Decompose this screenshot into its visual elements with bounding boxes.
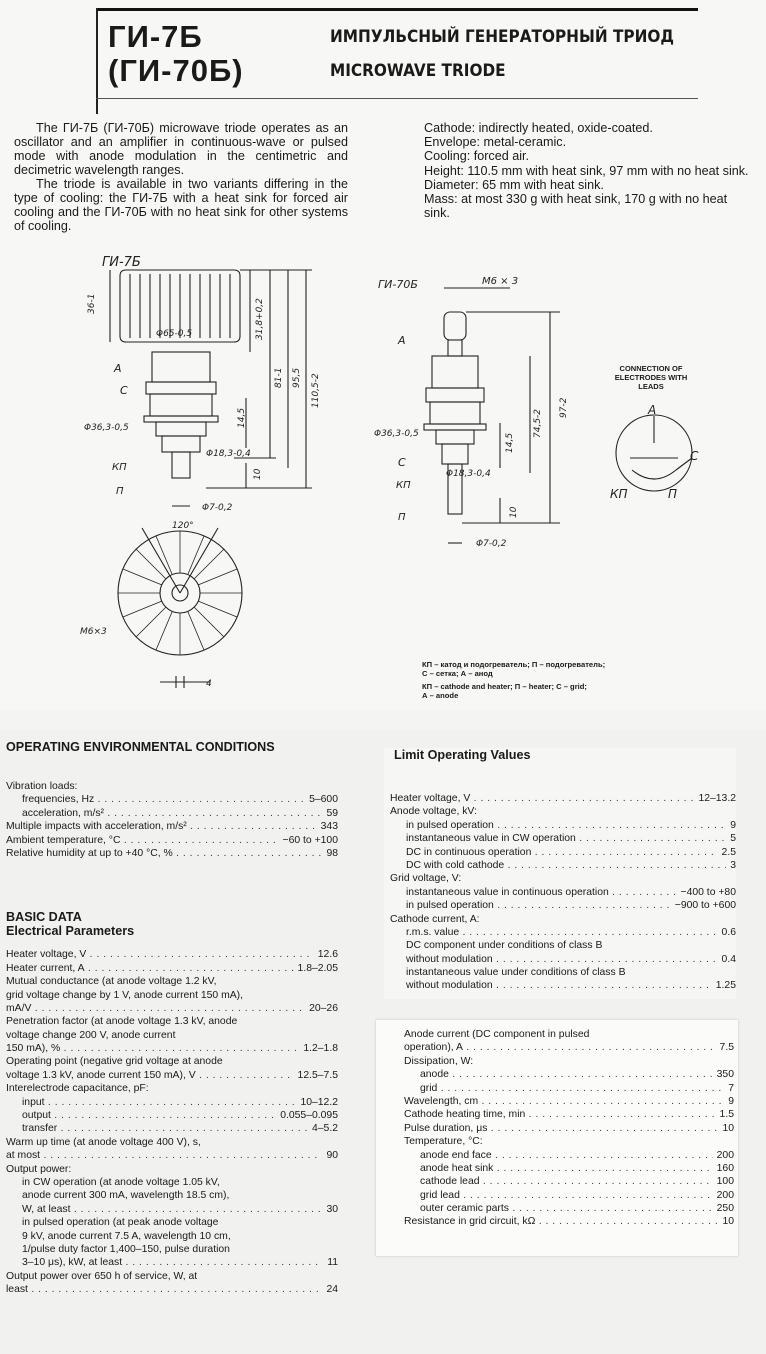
row-value: 7.5 — [716, 1041, 734, 1054]
row-label: Cathode current, A: — [390, 913, 480, 925]
lead-kp: КП — [112, 462, 127, 473]
limit-values-table-2 — [404, 1028, 734, 1229]
row-value: 12.6 — [314, 948, 338, 961]
row-label: output . . . — [22, 1109, 338, 1122]
table-row — [6, 1163, 338, 1176]
row-label: Heater voltage, V . . . — [390, 792, 736, 805]
table-row — [6, 1270, 338, 1283]
basic-data-title: BASIC DATA — [6, 910, 82, 925]
row-label: Multiple impacts with acceleration, m/s² . . . — [6, 820, 338, 833]
row-label: Penetration factor (at anode voltage 1.3 kV, anode — [6, 1016, 238, 1028]
table-row — [390, 926, 736, 939]
table-row — [390, 846, 736, 859]
conn-lead-a: A — [648, 403, 657, 417]
spec-item: Cathode: indirectly heated, oxide-coated. — [424, 121, 653, 135]
table-row — [6, 1122, 338, 1135]
row-value: 0.055–0.095 — [276, 1109, 338, 1122]
table-row — [6, 1029, 338, 1042]
row-label: Pulse duration, μs . . . — [404, 1122, 734, 1135]
table-row — [6, 1055, 338, 1068]
table-row — [404, 1162, 734, 1175]
row-value: 250 — [713, 1202, 734, 1215]
row-label: in pulsed operation (at peak anode voltage — [22, 1217, 219, 1229]
table-row — [6, 1176, 338, 1189]
spec-item: Diameter: 65 mm with heat sink. — [424, 177, 604, 192]
row-label: Warm up time (at anode voltage 400 V), s, — [6, 1136, 201, 1148]
row-label: DC in continuous operation . . . — [406, 846, 736, 859]
table-row — [6, 1042, 338, 1055]
table-row — [6, 820, 338, 833]
table-row — [390, 939, 736, 952]
table-row — [404, 1055, 734, 1068]
row-label: W, at least . . . — [22, 1203, 338, 1216]
row-value: 24 — [322, 1283, 338, 1296]
table-row — [6, 1015, 338, 1028]
row-label: least . . . — [6, 1283, 338, 1296]
row-label: Output power over 650 h of service, W, at — [6, 1270, 198, 1282]
table-row — [6, 1069, 338, 1082]
table-row — [390, 953, 736, 966]
row-value: 10 — [718, 1215, 734, 1228]
table-row — [390, 899, 736, 912]
row-value: 98 — [322, 847, 338, 860]
dim-phi18-3-b: Φ18,3-0,4 — [446, 469, 491, 479]
table-row — [404, 1122, 734, 1135]
table-row — [6, 780, 338, 793]
spec-item: Mass: at most 330 g with heat sink, 170 g with no heat sink. — [424, 192, 728, 221]
dim-95-5: 95,5 — [292, 367, 302, 388]
table-row — [404, 1202, 734, 1215]
dim-m6x3-b: M6 × 3 — [482, 276, 519, 287]
anode-cap-2 — [444, 312, 466, 340]
drawing-legend — [422, 660, 752, 700]
table-row — [6, 962, 338, 975]
row-label: in pulsed operation . . . — [406, 899, 736, 912]
row-label: acceleration, m/s² . . . — [22, 807, 338, 820]
row-label: Relative humidity at up to +40 °C, % . . . — [6, 847, 338, 860]
legend-en-line-1: КП – cathode and heater; П – heater; С – grid; — [422, 682, 587, 691]
table-row — [404, 1041, 734, 1054]
table-row — [390, 792, 736, 805]
row-label: Cathode heating time, min . . . — [404, 1108, 734, 1121]
row-label: 150 mA), % . . . — [6, 1042, 338, 1055]
dim-m6x3: M6×3 — [80, 627, 107, 637]
row-label: Wavelength, cm . . . — [404, 1095, 734, 1108]
legend-en-line-2: А – anode — [422, 691, 459, 700]
row-label: anode end face . . . — [420, 1149, 734, 1162]
row-label: without modulation . . . — [406, 953, 736, 966]
row-label: Temperature, °C: — [404, 1136, 483, 1148]
row-label: 9 kV, anode current 7.5 A, wavelength 10 cm, — [22, 1230, 231, 1242]
electrical-parameters-title: Electrical Parameters — [6, 924, 135, 939]
description-paragraph-1: The ГИ-7Б (ГИ-70Б) microwave triode operates as an oscillator and an amplifier in continuous-wave or pulsed mode with anode modulation in the centimetric and decimetric wavelength ranges. — [14, 121, 348, 177]
table-row — [404, 1149, 734, 1162]
row-label: voltage 1.3 kV, anode current 150 mA), V . . . — [6, 1069, 338, 1082]
row-label: DC component under conditions of class B — [406, 940, 603, 952]
lead-p-b: П — [398, 512, 406, 523]
table-row — [6, 1136, 338, 1149]
row-label: grid lead . . . — [420, 1189, 734, 1202]
spec-list — [424, 121, 754, 220]
row-value: 12.5–7.5 — [294, 1069, 338, 1082]
header-rule-top — [96, 8, 698, 11]
row-label: frequencies, Hz . . . — [22, 793, 338, 806]
row-label: input . . . — [22, 1096, 338, 1109]
table-row — [404, 1175, 734, 1188]
description-paragraph-2: The triode is available in two variants differing in the type of cooling: the ГИ-7Б with a heat sink for forced air cooling and the ГИ-70Б with no heat sink for other systems of cooling. — [14, 177, 348, 233]
row-label: anode heat sink . . . — [420, 1162, 734, 1175]
table-row — [6, 1189, 338, 1202]
row-value: 100 — [713, 1175, 734, 1188]
row-label: Output power: — [6, 1163, 72, 1175]
row-label: grid . . . — [420, 1082, 734, 1095]
row-value: 30 — [322, 1203, 338, 1216]
row-label: instantaneous value in CW operation . . . — [406, 832, 736, 845]
row-value: −400 to +80 — [677, 886, 736, 899]
dim-31-8: 31,8+0,2 — [255, 298, 265, 340]
row-label: grid voltage change by 1 V, anode current 150 mA), — [6, 989, 244, 1001]
dim-phi36-3: Φ36,3-0,5 — [84, 423, 129, 433]
row-label: Interelectrode capacitance, pF: — [6, 1083, 149, 1095]
table-row — [6, 834, 338, 847]
row-value: 1.2–1.8 — [299, 1042, 338, 1055]
table-row — [390, 819, 736, 832]
table-row — [404, 1095, 734, 1108]
dim-phi18-3: Φ18,3-0,4 — [206, 449, 251, 459]
table-row — [6, 1096, 338, 1109]
row-value: −60 to +100 — [279, 834, 338, 847]
environmental-title: OPERATING ENVIRONMENTAL CONDITIONS — [6, 740, 275, 754]
limits-title: Limit Operating Values — [394, 748, 531, 762]
row-label: Heater voltage, V . . . — [6, 948, 338, 961]
table-row — [6, 1230, 338, 1243]
spec-item: Envelope: metal-ceramic. — [424, 135, 567, 150]
row-value: 5–600 — [305, 793, 338, 806]
lead-c: C — [120, 384, 128, 397]
lead-p: П — [116, 486, 124, 497]
row-label: Anode voltage, kV: — [390, 806, 477, 818]
table-row — [404, 1135, 734, 1148]
row-label: without modulation . . . — [406, 979, 736, 992]
title-russian: ИМПУЛЬСНЫЙ ГЕНЕРАТОРНЫЙ ТРИОД — [330, 27, 675, 47]
row-value: 9 — [724, 1095, 734, 1108]
row-label: transfer . . . — [22, 1122, 338, 1135]
dim-phi7: Φ7-0,2 — [202, 503, 233, 513]
table-row — [6, 1149, 338, 1162]
row-label: Mutual conductance (at anode voltage 1.2 kV, — [6, 976, 217, 988]
row-value: 10–12.2 — [296, 1096, 338, 1109]
row-label: Vibration loads: — [6, 781, 78, 792]
table-row — [390, 886, 736, 899]
dim-10-b: 10 — [509, 506, 519, 518]
table-row — [6, 989, 338, 1002]
dim-97: 97-2 — [559, 397, 569, 418]
table-row — [6, 1203, 338, 1216]
table-row — [6, 1243, 338, 1256]
table-row — [6, 1002, 338, 1015]
table-row — [6, 1082, 338, 1095]
table-row — [404, 1028, 734, 1041]
lead-c-b: C — [398, 456, 406, 469]
table-row — [6, 975, 338, 988]
table-row — [6, 1109, 338, 1122]
dim-4: 4 — [206, 679, 212, 689]
model-line-2: (ГИ-70Б) — [108, 53, 244, 88]
dim-14-5: 14,5 — [237, 407, 247, 428]
dim-14-5-b: 14,5 — [505, 432, 515, 453]
row-label: Resistance in grid circuit, kΩ . . . — [404, 1215, 734, 1228]
row-label: 1/pulse duty factor 1,400–150, pulse duration — [22, 1243, 230, 1255]
title-english: MICROWAVE TRIODE — [330, 61, 506, 81]
conn-lead-kp: КП — [610, 487, 628, 501]
row-label: Heater current, A . . . — [6, 962, 338, 975]
row-value: 20–26 — [305, 1002, 338, 1015]
row-value: 9 — [726, 819, 736, 832]
table-row — [390, 859, 736, 872]
row-label: Operating point (negative grid voltage at anode — [6, 1056, 223, 1068]
legend-ru-line-1: КП – катод и подогреватель; П – подогреватель; — [422, 660, 606, 669]
row-value: 0.4 — [718, 953, 736, 966]
electrical-parameters-table — [6, 948, 338, 1296]
lead-a: A — [114, 362, 122, 375]
row-value: 350 — [713, 1068, 734, 1081]
row-label: operation), A . . . — [404, 1041, 734, 1054]
row-label: voltage change 200 V, anode current — [6, 1029, 176, 1041]
row-value: 343 — [317, 820, 338, 833]
row-label: in pulsed operation . . . — [406, 819, 736, 832]
row-label: DC with cold cathode . . . — [406, 859, 736, 872]
table-row — [390, 966, 736, 979]
table-row — [390, 872, 736, 885]
connection-caption: CONNECTION OF ELECTRODES WITH LEADS — [614, 364, 688, 391]
model-line-1: ГИ-7Б — [108, 19, 203, 54]
row-value: 90 — [322, 1149, 338, 1162]
row-value: 0.6 — [718, 926, 736, 939]
limit-values-table — [390, 792, 736, 993]
table-row — [390, 832, 736, 845]
row-label: instantaneous value under conditions of class B — [406, 967, 626, 979]
dim-phi7-b: Φ7-0,2 — [476, 539, 507, 549]
limit-values-panel-2 — [376, 1020, 738, 1256]
table-row — [404, 1108, 734, 1121]
lead-kp-b: КП — [396, 480, 411, 491]
row-label: anode . . . — [420, 1068, 734, 1081]
row-value: 1.5 — [716, 1108, 734, 1121]
label-gi70b: ГИ-70Б — [378, 278, 418, 291]
table-row — [6, 1256, 338, 1269]
row-label: instantaneous value in continuous operation . . . — [406, 886, 736, 899]
header-rule-bottom — [96, 98, 698, 99]
conn-lead-c: C — [690, 449, 699, 463]
row-label: in CW operation (at anode voltage 1.05 kV, — [22, 1176, 220, 1188]
table-row — [6, 948, 338, 961]
row-label: Grid voltage, V: — [390, 873, 462, 885]
row-label: Ambient temperature, °C . . . — [6, 834, 338, 847]
dim-110-5: 110,5-2 — [311, 373, 321, 408]
dim-10: 10 — [253, 468, 263, 480]
table-row — [6, 1216, 338, 1229]
row-value: 2.5 — [718, 846, 736, 859]
row-label: anode current 300 mA, wavelength 18.5 cm), — [22, 1190, 230, 1202]
row-value: 10 — [718, 1122, 734, 1135]
row-label: 3–10 μs), kW, at least . . . — [22, 1256, 338, 1269]
table-row — [404, 1215, 734, 1228]
table-row — [6, 847, 338, 860]
limit-values-panel — [384, 748, 736, 999]
model-designation — [108, 20, 244, 88]
row-value: 1.25 — [712, 979, 736, 992]
left-column — [6, 740, 338, 1297]
table-row — [404, 1068, 734, 1081]
row-label: Dissipation, W: — [404, 1055, 474, 1067]
row-label: at most . . . — [6, 1149, 338, 1162]
tube-drawing — [80, 248, 740, 708]
dim-36: 36-1 — [87, 293, 97, 314]
table-row — [404, 1082, 734, 1095]
environmental-table — [6, 780, 338, 860]
anode-body-1 — [152, 352, 210, 382]
dim-74-5: 74,5-2 — [533, 408, 543, 438]
row-value: 1.8–2.05 — [294, 962, 338, 975]
heater-pin-1 — [172, 452, 190, 478]
table-row — [6, 807, 338, 820]
spec-item: Height: 110.5 mm with heat sink, 97 mm with no heat sink. — [424, 163, 749, 178]
row-value: 5 — [726, 832, 736, 845]
table-row — [390, 979, 736, 992]
table-row — [390, 913, 736, 926]
spec-item: Cooling: forced air. — [424, 149, 530, 164]
row-value: 200 — [713, 1149, 734, 1162]
label-gi7b: ГИ-7Б — [102, 255, 141, 270]
table-row — [390, 805, 736, 818]
dim-81: 81-1 — [274, 367, 284, 388]
row-value: −900 to +600 — [671, 899, 736, 912]
row-value: 7 — [724, 1082, 734, 1095]
row-label: mA/V . . . — [6, 1002, 338, 1015]
lead-a-b: A — [398, 334, 406, 347]
conn-lead-p: П — [668, 487, 678, 501]
row-value: 4–5.2 — [308, 1122, 338, 1135]
dim-120: 120° — [172, 521, 194, 531]
row-value: 11 — [323, 1256, 338, 1269]
table-row — [6, 1283, 338, 1296]
row-label: Anode current (DC component in pulsed — [404, 1029, 590, 1040]
table-row — [6, 793, 338, 806]
row-label: r.m.s. value . . . — [406, 926, 736, 939]
dim-phi65: Φ65-0,5 — [156, 329, 193, 339]
dim-phi36-3-b: Φ36,3-0,5 — [374, 429, 419, 439]
description-text — [14, 121, 348, 233]
page-title — [330, 20, 674, 88]
table-row — [404, 1189, 734, 1202]
legend-ru-line-2: С – сетка; А – анод — [422, 669, 493, 678]
row-value: 160 — [713, 1162, 734, 1175]
row-label: outer ceramic parts . . . — [420, 1202, 734, 1215]
row-value: 59 — [322, 807, 338, 820]
row-value: 200 — [713, 1189, 734, 1202]
row-value: 3 — [726, 859, 736, 872]
row-value: 12–13.2 — [694, 792, 736, 805]
row-label: cathode lead . . . — [420, 1175, 734, 1188]
